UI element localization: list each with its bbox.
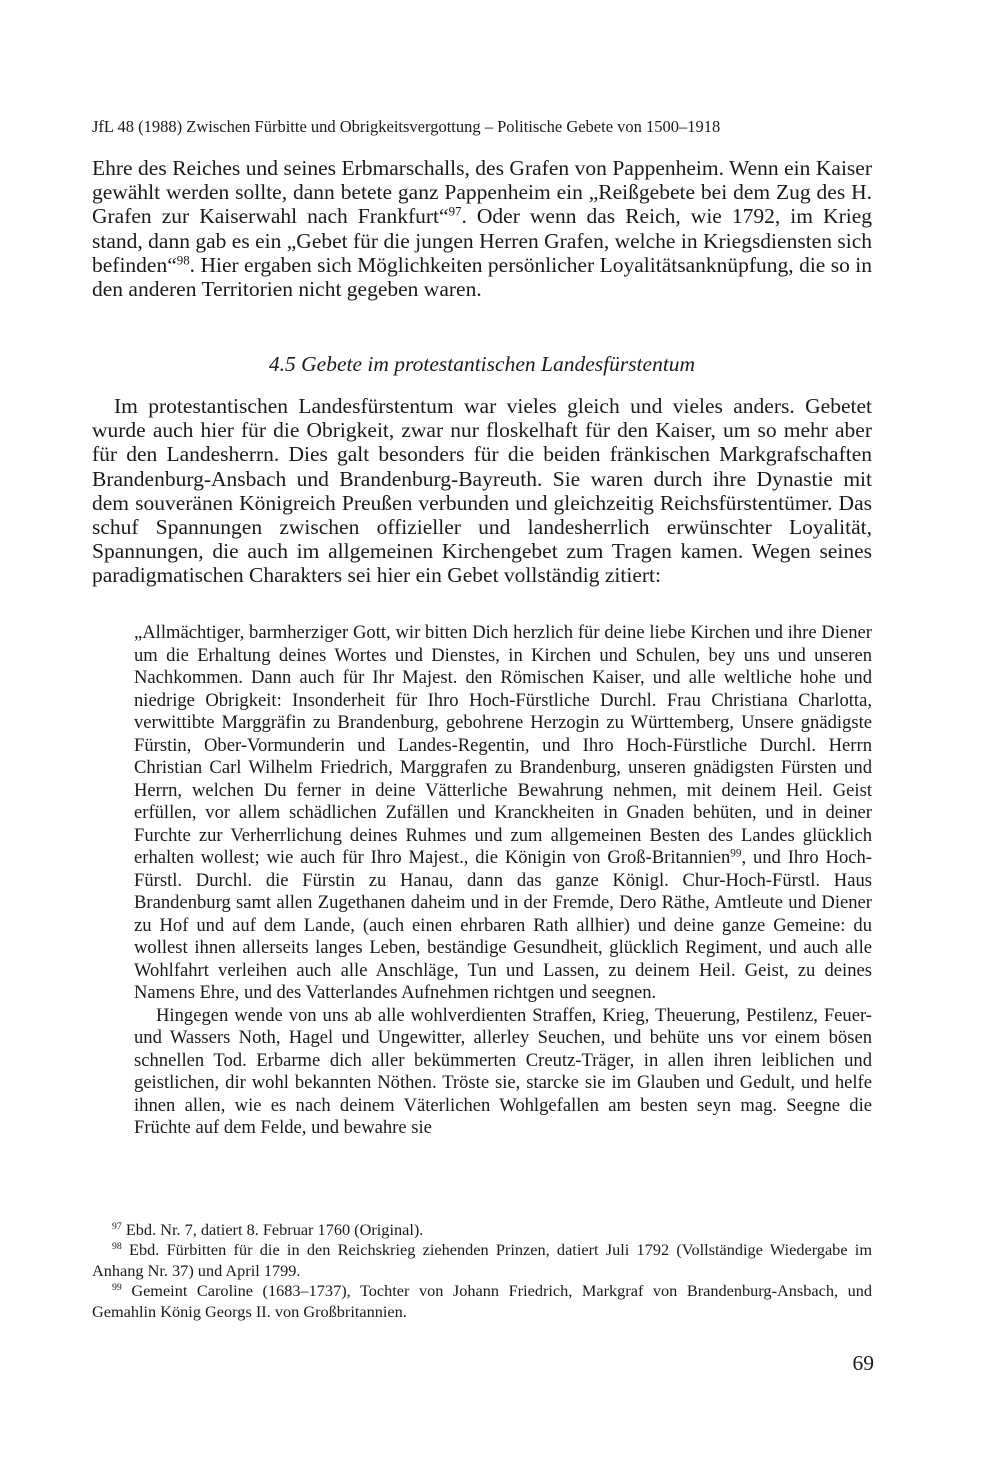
body-paragraph-1 [92,156,872,301]
body-text-segment: . Hier ergaben sich Möglichkeiten persönlicher Loyalitätsanknüpfung, die so in den anderen Territorien nicht gegeben waren. [92,252,872,302]
quote-text-segment: , und Ihro Hoch-Fürstl. Durchl. die Fürstin zu Hanau, dann das ganze Königl. Chur-Hoch-Fürstl. Haus Brandenburg samt allen Zugethanen daheim und in der Fremde, Dero Räthe, Amtleute und Diener zu Hof und auf dem Lande, (auch einen ehrbaren Rath allhier) und deine ganze Gemeine: du wollest ihnen allerseits langes Leben, beständige Gesundheit, glücklich Regiment, und auch alle Wohlfahrt verleihen auch alle Anschläge, Tun und Lassen, zu deinem Heil. Geist, zu deines Namens Ehre, und des Vatterlandes Aufnehmen richtgen und seegnen. [134,847,872,1003]
quote-text-segment: „Allmächtiger, barmherziger Gott, wir bitten Dich herzlich für deine liebe Kirchen und ihre Diener um die Erhaltung deines Wortes und Dienstes, in Kirchen und Schulen, bey uns und unseren Nachkommen. Dann auch für Ihr Majest. den Römischen Kaiser, und alle weltliche hohe und niedrige Obrigkeit: Insonderheit für Ihro Hoch-Fürstliche Durchl. Frau Christiana Charlotta, verwittibte Marggräfin zu Brandenburg, gebohrene Herzogin zu Württemberg, Unsere gnädigste Fürstin, Ober-Vormunderin und Landes-Regentin, und Ihro Hoch-Fürstliche Durchl. Herrn Christian Carl Wilhelm Friedrich, Marggrafen zu Brandenburg, unseren gnädigsten Fürsten und Herrn, welchen Du ferner in deine Vätterliche Bewahrung nehmen, mit deinem Heil. Geist erfüllen, vor allem schädlichen Zufällen und Kranckheiten in Gnaden behüten, und in deiner Furchte zur Verherrlichung deines Ruhmes und zum allgemeinen Besten des Landes glücklich erhalten wollest; wie auch für Ihro Majest., die Königin von Groß-Britannien [134,622,872,868]
footnote-text: Ebd. Fürbitten für die in den Reichskrieg ziehenden Prinzen, datiert Juli 1792 (Vollständige Wiedergabe im Anhang Nr. 37) und April 1799. [92,1240,872,1280]
footnote-98 [92,1240,872,1281]
section-heading: 4.5 Gebete im protestantischen Landesfürstentum [268,352,696,376]
footnote-number: 97 [112,1221,122,1233]
footnote-ref-99: 99 [730,847,742,860]
footnote-ref-98: 98 [176,253,190,268]
footnotes [92,1220,872,1322]
footnote-number: 98 [112,1241,122,1253]
block-quote [134,622,872,1140]
footnote-text: Ebd. Nr. 7, datiert 8. Februar 1760 (Original). [125,1220,424,1239]
footnote-number: 99 [112,1282,122,1294]
body-paragraph-2 [92,394,872,588]
footnote-text: Gemeint Caroline (1683–1737), Tochter von Johann Friedrich, Markgraf von Brandenburg-Ansbach, und Gemahlin König Georgs II. von Großbritannien. [92,1281,872,1321]
page-number: 69 [852,1351,874,1375]
body-text-segment: Ehre des Reiches und seines Erbmarschalls, des Grafen von Pappenheim. Wenn ein Kaiser gewählt werden sollte, dann betete ganz Pappenheim ein „Reißgebete bei dem Zug des H. Grafen zur Kaiserwahl nach Frankfurt“ [92,156,872,229]
quote-paragraph-2: Hingegen wende von uns ab alle wohlverdienten Straffen, Krieg, Theuerung, Pestilenz, Feuer- und Wassers Noth, Hagel und Ungewitter, allerley Seuchen, und behüte uns vor einem bösen schnellen Tod. Erbarme dich aller bekümmerten Creutz-Träger, in allen ihren leiblichen und geistlichen, dir wohl bekannten Nöthen. Tröste sie, starcke sie im Glauben und Gedult, und helfe ihnen allen, wie es nach deinem Väterlichen Wohlgefallen am besten seyn mag. Seegne die Früchte auf dem Felde, und bewahre sie [134,1004,872,1138]
footnote-97 [92,1220,872,1240]
footnote-99 [92,1281,872,1322]
footnote-ref-97: 97 [448,204,462,219]
body-text: Im protestantischen Landesfürstentum war vieles gleich und vieles anders. Gebetet wurde auch hier für die Obrigkeit, zwar nur floskelhaft für den Kaiser, um so mehr aber für den Landesherrn. Dies galt besonders für die beiden fränkischen Markgrafschaften Brandenburg-Ansbach und Brandenburg-Bayreuth. Sie waren durch ihre Dynastie mit dem souveränen Königreich Preußen verbunden und gleichzeitig Reichsfürstentümer. Das schuf Spannungen zwischen offizieller und landesherrlich erwünschter Loyalität, Spannungen, die auch im allgemeinen Kirchengebet zum Tragen kamen. Wegen seines paradigmatischen Charakters sei hier ein Gebet vollständig zitiert: [92,394,872,588]
running-head: JfL 48 (1988) Zwischen Fürbitte und Obrigkeitsvergottung – Politische Gebete von 1500–1918 [92,117,721,136]
body-text-segment: . Oder wenn das Reich, wie 1792, im Krieg stand, dann gab es ein „Gebet für die jungen Herren Grafen, welche in Kriegsdiensten sich befinden“ [92,204,872,277]
